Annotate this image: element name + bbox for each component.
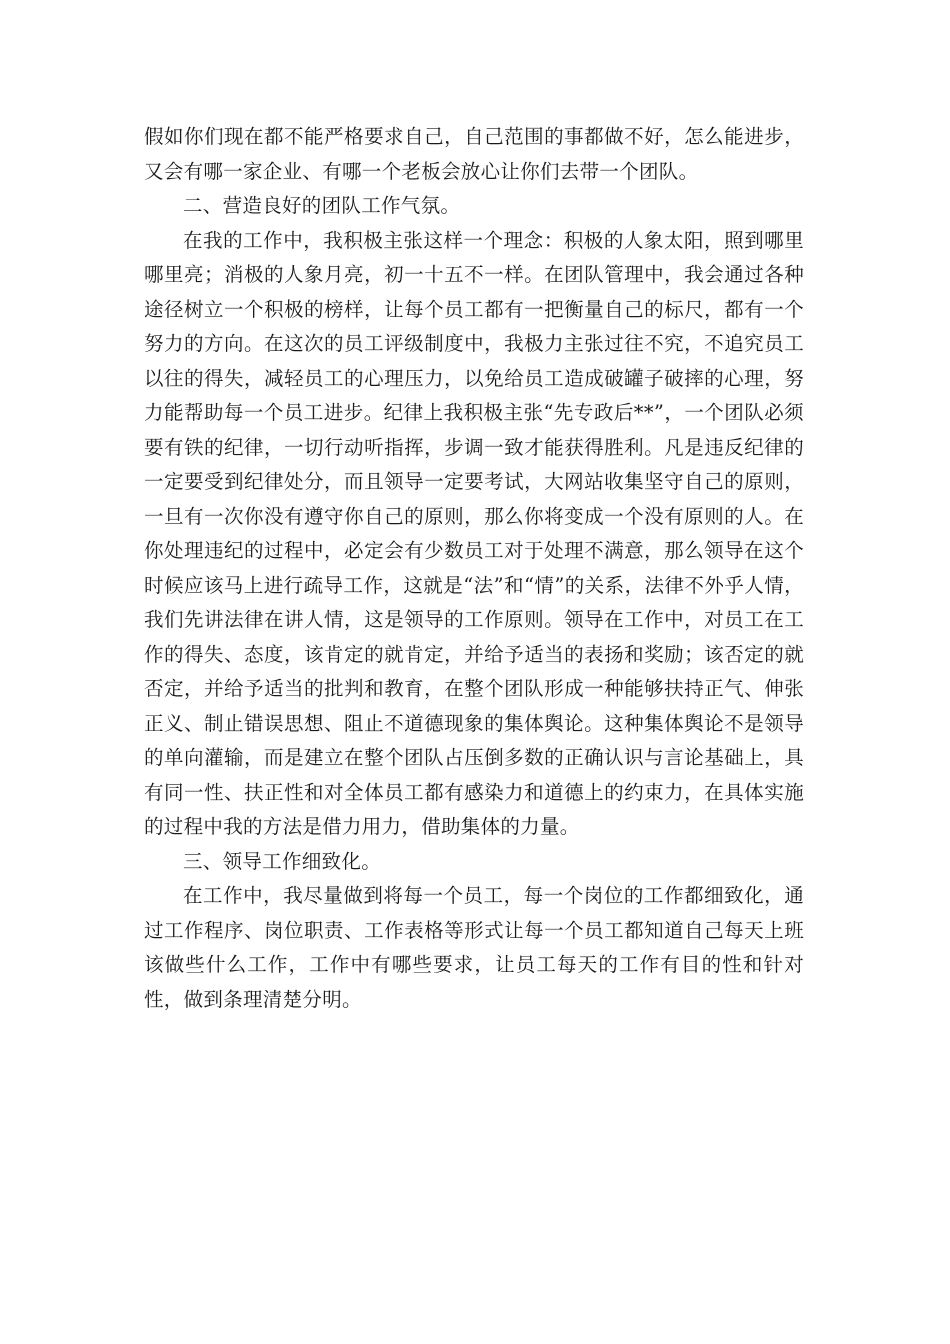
section-heading-three: 三、领导工作细致化。 bbox=[183, 849, 382, 873]
section-heading-two: 二、营造良好的团队工作气氛。 bbox=[183, 194, 461, 217]
document-body bbox=[144, 120, 804, 1017]
paragraph-detailed-work: 在工作中，我尽量做到将每一个员工，每一个岗位的工作都细致化，通过工作程序、岗位职责、工作表格等形式让每一个员工都知道自己每天上班该做些什么工作，工作中有哪些要求，让员工每天的工作有目的性和针对性，做到条理清楚分明。 bbox=[144, 884, 804, 1011]
paragraph-team-atmosphere: 在我的工作中，我积极主张这样一个理念：积极的人象太阳，照到哪里哪里亮；消极的人象月亮，初一十五不一样。在团队管理中，我会通过各种途径树立一个积极的榜样，让每个员工都有一把衡量自己的标尺，都有一个努力的方向。在这次的员工评级制度中，我极力主张过往不究，不追究员工以往的得失，减轻员工的心理压力，以免给员工造成破罐子破摔的心理，努力能帮助每一个员工进步。纪律上我积极主张“先专政后**”，一个团队必须要有铁的纪律，一切行动听指挥，步调一致才能获得胜利。凡是违反纪律的一定要受到纪律处分，而且领导一定要考试，大网站收集坚守自己的原则，一旦有一次你没有遵守你自己的原则，那么你将变成一个没有原则的人。在你处理违纪的过程中，必定会有少数员工对于处理不满意，那么领导在这个时候应该马上进行疏导工作，这就是“法”和“情”的关系，法律不外乎人情，我们先讲法律在讲人情，这是领导的工作原则。领导在工作中，对员工在工作的得失、态度，该肯定的就肯定，并给予适当的表扬和奖励；该否定的就否定，并给予适当的批判和教育，在整个团队形成一种能够扶持正气、伸张正义、制止错误思想、阻止不道德现象的集体舆论。这种集体舆论不是领导的单向灌输，而是建立在整个团队占压倒多数的正确认识与言论基础上，具有同一性、扶正性和对全体员工都有感染力和道德上的约束力，在具体实施的过程中我的方法是借力用力，借助集体的力量。 bbox=[144, 228, 804, 838]
paragraph-intro-continuation: 假如你们现在都不能严格要求自己，自己范围的事都做不好，怎么能进步，又会有哪一家企业、有哪一个老板会放心让你们去带一个团队。 bbox=[144, 125, 804, 183]
